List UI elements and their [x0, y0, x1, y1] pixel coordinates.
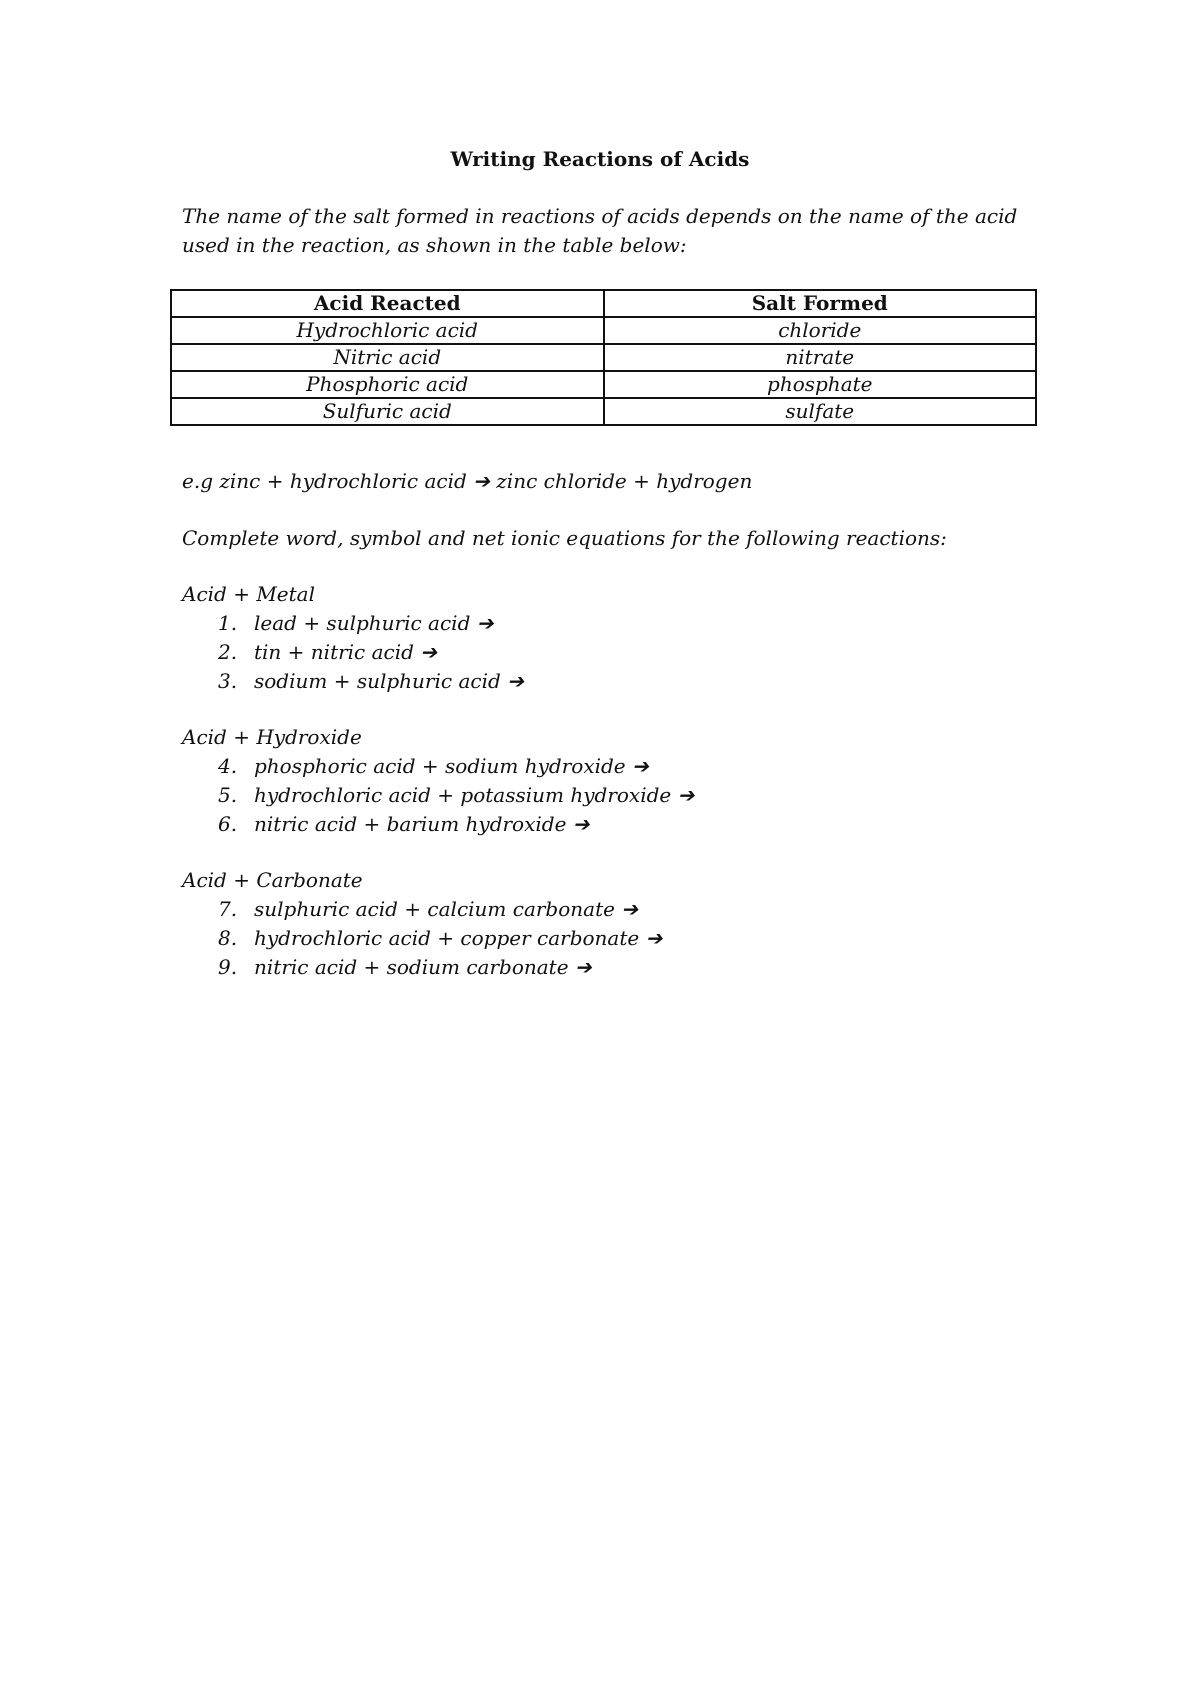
list-item [218, 667, 524, 695]
item-text: nitric acid + sodium carbonate ➔ [254, 955, 592, 979]
item-text: lead + sulphuric acid ➔ [254, 611, 494, 635]
table-row [171, 344, 1036, 371]
item-text: tin + nitric acid ➔ [254, 640, 438, 664]
item-number: 5. [218, 783, 238, 807]
table-cell-acid: Nitric acid [171, 344, 604, 371]
item-text: hydrochloric acid + potassium hydroxide ➔ [254, 783, 695, 807]
table-header-row [171, 290, 1036, 317]
section-heading-acid-hydroxide: Acid + Hydroxide [182, 725, 362, 749]
list-item [218, 752, 649, 780]
example-equation: e.g zinc + hydrochloric acid ➔ zinc chloride + hydrogen [182, 469, 753, 493]
table-cell-acid: Hydrochloric acid [171, 317, 604, 344]
list-item [218, 638, 437, 666]
item-number: 9. [218, 955, 238, 979]
table-header-acid: Acid Reacted [171, 290, 604, 317]
list-item [218, 953, 592, 981]
item-text: sulphuric acid + calcium carbonate ➔ [254, 897, 639, 921]
table-cell-salt: nitrate [604, 344, 1037, 371]
item-number: 6. [218, 812, 238, 836]
section-heading-acid-carbonate: Acid + Carbonate [182, 868, 363, 892]
item-number: 3. [218, 669, 238, 693]
table-header-salt: Salt Formed [604, 290, 1037, 317]
table-row [171, 371, 1036, 398]
list-item [218, 781, 694, 809]
table-cell-salt: chloride [604, 317, 1037, 344]
item-number: 7. [218, 897, 238, 921]
acid-salt-table [170, 289, 1037, 426]
table-row [171, 317, 1036, 344]
list-item [218, 924, 662, 952]
table-cell-salt: sulfate [604, 398, 1037, 425]
list-item [218, 609, 494, 637]
intro-paragraph: The name of the salt formed in reactions of acids depends on the name of the acid used in the reaction, as shown in the table below: [182, 204, 1018, 257]
item-text: phosphoric acid + sodium hydroxide ➔ [254, 754, 649, 778]
instruction-text: Complete word, symbol and net ionic equations for the following reactions: [182, 526, 947, 550]
section-heading-acid-metal: Acid + Metal [182, 582, 315, 606]
item-number: 8. [218, 926, 238, 950]
item-text: nitric acid + barium hydroxide ➔ [254, 812, 590, 836]
item-number: 4. [218, 754, 238, 778]
table-cell-acid: Phosphoric acid [171, 371, 604, 398]
list-item [218, 895, 638, 923]
item-text: sodium + sulphuric acid ➔ [254, 669, 524, 693]
item-number: 1. [218, 611, 238, 635]
item-text: hydrochloric acid + copper carbonate ➔ [254, 926, 663, 950]
list-item [218, 810, 590, 838]
table-cell-salt: phosphate [604, 371, 1037, 398]
table-row [171, 398, 1036, 425]
page-title: Writing Reactions of Acids [450, 147, 750, 171]
item-number: 2. [218, 640, 238, 664]
table-cell-acid: Sulfuric acid [171, 398, 604, 425]
